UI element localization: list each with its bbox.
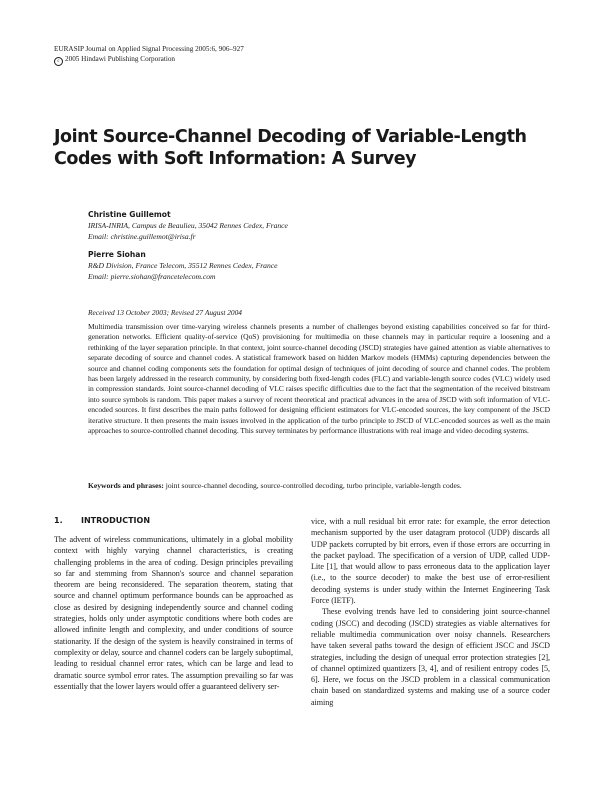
section-title: INTRODUCTION <box>81 516 151 525</box>
body-column-right <box>311 516 550 708</box>
body-column-left <box>54 534 293 692</box>
received-dates: Received 13 October 2003; Revised 27 August 2004 <box>88 308 242 317</box>
keywords-text: joint source-channel decoding, source-controlled decoding, turbo principle, variable-length codes. <box>165 481 462 490</box>
section-number: 1. <box>54 516 63 525</box>
author-affiliation: R&D Division, France Telecom, 35512 Rennes Cedex, France <box>88 261 278 270</box>
section-heading <box>54 516 150 525</box>
copyright-text: 2005 Hindawi Publishing Corporation <box>65 55 176 63</box>
author-list <box>88 209 548 289</box>
author-email: Email: christine.guillemot@irisa.fr <box>88 232 196 241</box>
author-affiliation: IRISA-INRIA, Campus de Beaulieu, 35042 Rennes Cedex, France <box>88 221 288 230</box>
paper-title <box>54 126 554 170</box>
author-block-2 <box>88 249 548 282</box>
journal-header <box>54 44 244 66</box>
author-block-1 <box>88 209 548 242</box>
author-name: Christine Guillemot <box>88 210 171 219</box>
copyright-icon: c <box>54 57 63 66</box>
title-line-1: Joint Source-Channel Decoding of Variable-Length <box>54 127 527 147</box>
body-paragraph: These evolving trends have led to considering joint source-channel coding (JSCC) and decoding (JSCD) strategies as viable alternatives for reliable multimedia communication over noisy channels. Researchers have taken several paths toward the design of efficient JSCC and JSCD strategies, including the design of unequal error protection strategies [2], of channel optimized quantizers [3, 4], and of resilient entropy codes [5, 6]. Here, we focus on the JSCD problem in a classical communication chain based on standardized systems and making use of a source coder aiming <box>311 607 550 707</box>
journal-citation: EURASIP Journal on Applied Signal Processing 2005:6, 906–927 <box>54 45 244 53</box>
copyright-line <box>54 54 244 66</box>
keywords-label: Keywords and phrases: <box>88 481 164 490</box>
keywords <box>88 481 550 491</box>
body-paragraph: vice, with a null residual bit error rate: for example, the error detection mechanism supported by the user datagram protocol (UDP) discards all UDP packets corrupted by bit errors, even if those errors are occurring in the packet payload. The specification of a version of UDP, called UDP-Lite [1], that would allow to pass erroneous data to the application layer (i.e., to the source decoder) to make the best use of error-resilient decoding systems is under study within the Internet Engineering Task Force (IETF). <box>311 517 550 606</box>
author-email: Email: pierre.siohan@francetelecom.com <box>88 272 216 281</box>
abstract: Multimedia transmission over time-varying wireless channels presents a number of challenges beyond existing capabilities conceived so far for third-generation networks. Efficient quality-of-service (QoS) provisioning for multimedia on these channels may in particular require a loosening and a rethinking of the layer separation principle. In that context, joint source-channel decoding (JSCD) strategies have gained attention as viable alternatives to separate decoding of source and channel codes. A statistical framework based on hidden Markov models (HMMs) capturing dependencies between the source and channel coding components sets the foundation for optimal design of techniques of joint decoding of source and channel codes. The problem has been largely addressed in the research community, by considering both fixed-length codes (FLC) and variable-length source codes (VLC) widely used in compression standards. Joint source-channel decoding of VLC raises specific difficulties due to the fact that the segmentation of the received bitstream into source symbols is random. This paper makes a survey of recent theoretical and practical advances in the area of JSCD with soft information of VLC-encoded sources. It first describes the main paths followed for designing efficient estimators for VLC-encoded sources, the key component of the JSCD iterative structure. It then presents the main issues involved in the application of the turbo principle to JSCD of VLC-encoded sources as well as the main approaches to source-controlled channel decoding. This survey terminates by performance illustrations with real image and video decoding systems. <box>88 322 550 436</box>
body-paragraph: The advent of wireless communications, ultimately in a global mobility context with highly varying channel characteristics, is creating challenging problems in the area of coding. Design principles prevailing so far and stemming from Shannon's source and channel separation theorem are being reconsidered. The separation theorem, stating that source and channel optimum performance bounds can be approached as close as desired by designing independently source and channel coding strategies, holds only under asymptotic conditions where both codes are allowed infinite length and complexity, and under conditions of source stationarity. If the design of the system is heavily constrained in terms of complexity or delay, source and channel coders can be largely suboptimal, leading to residual channel error rates, which can be large and lead to dramatic source symbol error rates. The assumption prevailing so far was essentially that the lower layers would offer a guaranteed delivery ser- <box>54 535 293 691</box>
author-name: Pierre Siohan <box>88 250 146 259</box>
title-line-2: Codes with Soft Information: A Survey <box>54 149 417 169</box>
